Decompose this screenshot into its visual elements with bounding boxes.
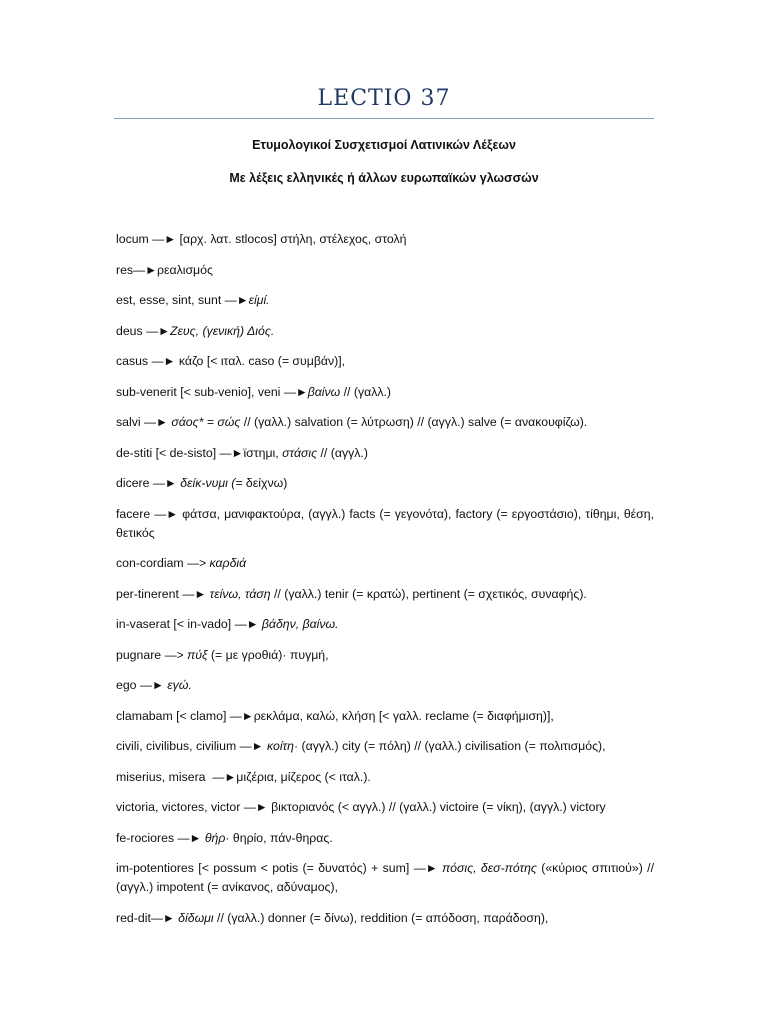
- latin-word: res: [116, 262, 134, 277]
- arrow-icon: —►: [154, 506, 179, 521]
- arrow-icon: —►: [144, 415, 168, 429]
- latin-word: im-potentiores: [116, 861, 194, 875]
- greek-italic: βαίνω: [307, 384, 341, 399]
- entry-text: (= με γροθιά)· πυγμή,: [207, 647, 329, 662]
- entry-text: // (γαλλ.) tenir (= κρατώ), pertinent (= σχετικός, συναφής).: [270, 586, 587, 601]
- entry-text: [αρχ. λατ. stlocos] στήλη, στέλεχος, στολή: [176, 232, 407, 246]
- arrow-icon: —►: [283, 384, 308, 399]
- arrow-icon: —►: [243, 800, 268, 814]
- entry-salvi: [116, 413, 654, 432]
- entry-text: ρεκλάμα, καλώ, κλήση [< γαλλ. reclame (= διαφήμιση)],: [253, 708, 554, 723]
- page-title: LECTIO 37: [317, 86, 451, 111]
- entry-text: φάτσα, μανιφακτούρα, (αγγλ.) facts (= γεγονότα), factory (= εργοστάσιο), τίθημι, θέση, θετικός: [116, 506, 654, 540]
- latin-word: red-dit: [116, 910, 151, 925]
- greek-italic: θήρ·: [201, 830, 230, 845]
- arrow-icon: —►: [224, 293, 249, 307]
- entry-text: κάζο [< ιταλ. caso (= συμβάν)],: [175, 354, 346, 368]
- greek-italic: δίδωμι: [174, 910, 214, 925]
- entry-invaserat: [116, 615, 654, 634]
- entry-text: μιζέρια, μίζερος (< ιταλ.).: [236, 769, 371, 784]
- arrow-icon: —►: [133, 262, 157, 277]
- entry-list: [116, 230, 654, 939]
- entry-text: βικτοριανός (< αγγλ.) // (γαλλ.) victoire (= νίκη), (αγγλ.) victory: [267, 800, 606, 814]
- latin-word: locum: [116, 232, 149, 246]
- entry-text: // (γαλλ.) salvation (= λύτρωση) // (αγγλ.) salve (= ανακουφίζω).: [240, 415, 588, 429]
- entry-text: [< possum < potis (= δυνατός) + sum]: [198, 861, 410, 875]
- arrow-icon: —>: [187, 556, 207, 570]
- entry-miserius: [116, 768, 654, 787]
- latin-word: facere: [116, 506, 151, 521]
- arrow-icon: —►: [413, 861, 438, 875]
- latin-word: ego: [116, 678, 137, 692]
- arrow-icon: —►: [234, 617, 259, 631]
- arrow-icon: —►: [150, 910, 175, 925]
- entry-deus: [116, 322, 654, 341]
- entry-text: ρεαλισμός: [156, 262, 213, 277]
- entry-ego: [116, 676, 654, 695]
- greek-italic: κοίτη·: [263, 739, 299, 753]
- arrow-icon: —►: [177, 830, 202, 845]
- latin-word: con-cordiam: [116, 556, 184, 570]
- entry-text: // (γαλλ.) donner (= δίνω), reddition (= απόδοση, παράδοση),: [213, 910, 549, 925]
- latin-word: salvi: [116, 415, 141, 429]
- entry-text: δείχνω): [242, 476, 288, 490]
- entry-res: [116, 261, 654, 280]
- arrow-icon: —►: [219, 445, 244, 460]
- arrow-icon: —►: [146, 323, 170, 338]
- greek-italic: Ζευς, (γενική) Διός.: [169, 323, 275, 338]
- arrow-icon: —►: [239, 739, 264, 753]
- latin-word: clamabam [< clamo]: [116, 708, 227, 723]
- entry-concordiam: [116, 554, 654, 573]
- latin-word: dicere: [116, 476, 150, 490]
- entry-casus: [116, 352, 654, 371]
- greek-italic: πύξ: [183, 647, 208, 662]
- latin-word: sub-venerit [< sub-venio], veni: [116, 384, 281, 399]
- latin-word: miserius, misera: [116, 769, 206, 784]
- greek-italic: στάσις: [282, 445, 318, 460]
- arrow-icon: —►: [229, 708, 254, 723]
- subtitle-etymology: Ετυμολογικοί Συσχετισμοί Λατινικών Λέξεων: [252, 138, 516, 152]
- latin-word: victoria, victores, victor: [116, 800, 241, 814]
- entry-subvenerit: [116, 383, 654, 402]
- entry-text-tail: // (αγγλ.): [317, 445, 368, 460]
- arrow-icon: —►: [151, 354, 176, 368]
- latin-word: est, esse, sint, sunt: [116, 293, 222, 307]
- latin-word: deus: [116, 323, 143, 338]
- entry-facere: [116, 505, 654, 543]
- entry-ferociores: [116, 829, 654, 848]
- entry-civili: [116, 737, 654, 756]
- entry-locum: [116, 230, 654, 249]
- latin-word: casus: [116, 354, 149, 368]
- entry-pugnare: [116, 646, 654, 665]
- latin-word: pugnare: [116, 647, 162, 662]
- entry-est: [116, 291, 654, 310]
- entry-dicere: [116, 474, 654, 493]
- entry-text: // (γαλλ.): [340, 384, 392, 399]
- greek-italic: πόσις, δεσ-πότης: [437, 861, 537, 875]
- latin-word: civili, civilibus, civilium: [116, 739, 237, 753]
- latin-word: fe-rociores: [116, 830, 175, 845]
- greek-italic: δείκ-νυμι (=: [176, 476, 243, 490]
- greek-italic: είμί.: [248, 293, 270, 307]
- greek-italic: βάδην, βαίνω.: [258, 617, 339, 631]
- entry-text: (αγγλ.) city (= πόλη) // (γαλλ.) civilisation (= πολιτισμός),: [298, 739, 606, 753]
- latin-word: per-tinerent: [116, 586, 179, 601]
- latin-word: in-vaserat [< in-vado]: [116, 617, 232, 631]
- arrow-icon: —>: [164, 647, 184, 662]
- greek-italic: εγώ.: [163, 678, 192, 692]
- entry-impotentiores: [116, 859, 654, 897]
- arrow-icon: —►: [182, 586, 207, 601]
- greek-italic: σάος* = σώς: [167, 415, 241, 429]
- title-divider: [114, 118, 654, 119]
- entry-pertinerent: [116, 585, 654, 604]
- subtitle-languages: Με λέξεις ελληνικές ή άλλων ευρωπαϊκών γλωσσών: [229, 171, 539, 185]
- greek-italic: καρδιά: [206, 556, 247, 570]
- latin-word: de-stiti [< de-sisto]: [116, 445, 217, 460]
- arrow-icon: —►: [152, 476, 177, 490]
- entry-victoria: [116, 798, 654, 817]
- entry-text-tail: («κύριος σπιτιού») // (αγγλ.) impotent (= ανίκανος, αδύναμος),: [116, 861, 655, 894]
- entry-destiti: [116, 444, 654, 463]
- entry-clamabam: [116, 707, 654, 726]
- arrow-icon: —►: [212, 769, 237, 784]
- greek-italic: τείνω, τάση: [206, 586, 271, 601]
- entry-text: ϊστημι,: [243, 445, 283, 460]
- entry-text: θηρίο, πάν-θηρας.: [229, 830, 333, 845]
- entry-reddit: [116, 909, 654, 928]
- arrow-icon: —►: [139, 678, 164, 692]
- arrow-icon: —►: [152, 232, 177, 246]
